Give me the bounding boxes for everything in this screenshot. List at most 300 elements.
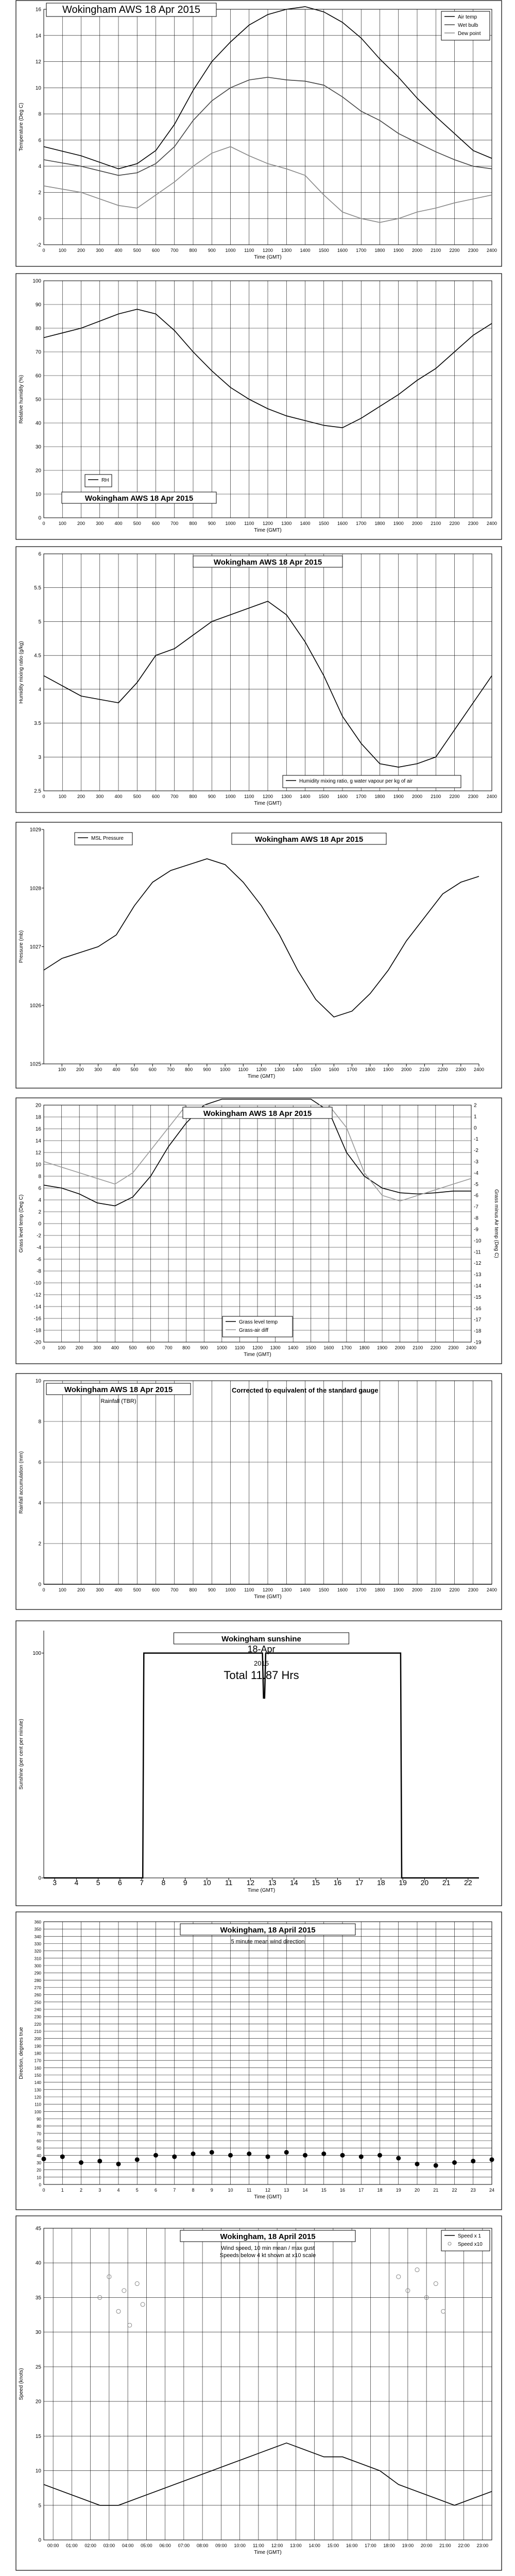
c7-xtick-label: 6	[154, 2188, 158, 2193]
c7-ytick-label: 130	[34, 2088, 41, 2093]
c0-ytick-label: 4	[38, 164, 41, 170]
c8-xtick-label: 05:00	[141, 2543, 152, 2548]
c2-xtick-label: 100	[58, 794, 66, 799]
c7-ytick-label: 120	[34, 2095, 41, 2100]
c3-xtick-label: 900	[203, 1067, 211, 1072]
c5-xtick-label: 1400	[300, 1587, 311, 1592]
c1-xtick-label: 900	[208, 521, 216, 526]
c7-xtick-label: 20	[414, 2188, 420, 2193]
c8-ytick-label: 5	[38, 2503, 41, 2509]
c5-annotation: Corrected to equivalent of the standard gauge	[232, 1386, 379, 1394]
c2-xtick-label: 2000	[411, 794, 423, 799]
c3-xtick-label: 400	[112, 1067, 121, 1072]
c0-xtick-label: 200	[77, 248, 85, 253]
c5-xtick-label: 1500	[318, 1587, 329, 1592]
c4-ytick-right-label: -15	[474, 1294, 482, 1300]
c4-xtick-label: 600	[146, 1345, 155, 1350]
c0-ytick-label: 0	[38, 216, 41, 222]
c2-xtick-label: 1000	[225, 794, 236, 799]
c2-xtick-label: 1600	[337, 794, 348, 799]
c4-ylabel-right: Grass minus Air temp (Deg C)	[493, 1189, 499, 1258]
c4-ytick-label: 2	[38, 1209, 41, 1215]
pressure-chart	[15, 822, 502, 1089]
c4-ytick-right-label: -17	[474, 1317, 482, 1323]
c7-ytick-label: 180	[34, 2051, 41, 2056]
c3-title: Wokingham AWS 18 Apr 2015	[254, 835, 364, 844]
c2-xtick-label: 2400	[486, 794, 497, 799]
c2-frame	[16, 547, 502, 812]
c1-xtick-label: 2300	[468, 521, 478, 526]
c7-ytick-label: 220	[34, 2022, 41, 2027]
c4-ytick-label: 8	[38, 1174, 41, 1180]
c1-ytick-label: 40	[35, 420, 41, 427]
c8-xtick-label: 14:00	[308, 2543, 320, 2548]
c6-xtick-label: 16	[333, 1878, 342, 1887]
c8-ytick-label: 25	[35, 2364, 41, 2370]
c4-xtick-label: 1500	[305, 1345, 316, 1350]
sunshine-chart-svg	[15, 1620, 502, 1906]
c8-xtick-label: 23:00	[476, 2543, 489, 2548]
c7-xtick-label: 1	[61, 2188, 64, 2193]
c3-xtick-label: 1400	[292, 1067, 303, 1072]
c7-ytick-label: 340	[34, 1934, 41, 1939]
c1-ytick-label: 0	[38, 515, 41, 521]
c7-ytick-label: 280	[34, 1978, 41, 1983]
c4-xtick-label: 900	[200, 1345, 208, 1350]
c7-ytick-label: 300	[34, 1963, 41, 1969]
c6-xtick-label: 8	[161, 1878, 166, 1887]
c1-xtick-label: 1000	[225, 521, 236, 526]
c3-ytick-label: 1027	[29, 944, 41, 950]
c1-ylabel: Relative humidity (%)	[19, 375, 24, 424]
c8-xtick-label: 12:00	[271, 2543, 283, 2548]
c5-ytick-label: 6	[38, 1460, 41, 1466]
c5-xtick-label: 1600	[337, 1587, 348, 1592]
c3-ylabel: Pressure (mb)	[19, 930, 24, 963]
c0-title: Wokingham AWS 18 Apr 2015	[62, 4, 200, 15]
c0-xtick-label: 1700	[356, 248, 367, 253]
c2-xtick-label: 200	[77, 794, 85, 799]
c7-xtick-label: 23	[470, 2188, 476, 2193]
c0-xtick-label: 1400	[300, 248, 311, 253]
c1-xtick-label: 1600	[337, 521, 348, 526]
c7-ytick-label: 40	[37, 2153, 41, 2158]
humidity-chart-svg	[15, 273, 502, 540]
c2-xtick-label: 600	[151, 794, 160, 799]
c2-xtick-label: 1200	[262, 794, 273, 799]
c8-frame	[16, 2216, 502, 2570]
c4-xtick-label: 1900	[377, 1345, 388, 1350]
c4-ytick-label: 0	[38, 1221, 41, 1227]
c4-xtick-label: 100	[58, 1345, 66, 1350]
c7-ytick-label: 330	[34, 1942, 41, 1946]
c0-xtick-label: 1000	[225, 248, 236, 253]
c8-title: Wokingham, 18 April 2015	[220, 2232, 316, 2241]
c8-xtick-label: 04:00	[122, 2543, 134, 2548]
c1-ytick-label: 60	[35, 373, 41, 379]
c0-xlabel: Time (GMT)	[254, 255, 282, 260]
c1-ytick-label: 50	[35, 397, 41, 403]
c8-ytick-label: 15	[35, 2433, 41, 2439]
c5-xtick-label: 2200	[449, 1587, 460, 1592]
c5-xtick-label: 1800	[374, 1587, 385, 1592]
c4-xtick-label: 2100	[413, 1345, 423, 1350]
c6-xtick-label: 6	[117, 1878, 122, 1887]
c3-xtick-label: 2400	[473, 1067, 485, 1072]
c8-xtick-label: 09:00	[215, 2543, 227, 2548]
c7-point	[79, 2161, 83, 2165]
c7-ytick-label: 230	[34, 2014, 41, 2020]
c7-xtick-label: 22	[452, 2188, 457, 2193]
c4-xtick-label: 300	[93, 1345, 101, 1350]
c4-xtick-label: 2200	[430, 1345, 441, 1350]
c7-point	[397, 2156, 401, 2160]
c4-ytick-label: -12	[33, 1292, 41, 1298]
c0-xtick-label: 400	[114, 248, 123, 253]
c8-xtick-label: 00:00	[47, 2543, 59, 2548]
c5-xtick-label: 400	[114, 1587, 123, 1592]
c4-ytick-label: -2	[37, 1233, 41, 1239]
c6-total: Total 11.87 Hrs	[224, 1669, 299, 1682]
c4-xtick-label: 700	[164, 1345, 173, 1350]
c3-legend-label: MSL Pressure	[91, 836, 124, 841]
c6-xtick-label: 10	[203, 1878, 211, 1887]
c0-ytick-label: 16	[35, 7, 41, 13]
c7-ytick-label: 20	[37, 2168, 41, 2173]
c0-legend-label: Dew point	[458, 31, 481, 37]
c4-ytick-label: 18	[35, 1114, 41, 1121]
c7-xtick-label: 19	[396, 2188, 401, 2193]
c4-ytick-label: -20	[33, 1340, 41, 1346]
c1-ytick-label: 10	[35, 492, 41, 498]
c4-ytick-label: -18	[33, 1328, 41, 1334]
c3-ytick-label: 1028	[29, 886, 41, 892]
c5-xtick-label: 300	[96, 1587, 104, 1592]
c7-point	[173, 2155, 177, 2159]
c4-xlabel: Time (GMT)	[244, 1352, 271, 1358]
c7-xtick-label: 21	[433, 2188, 439, 2193]
c3-xtick-label: 1300	[274, 1067, 285, 1072]
c0-xtick-label: 2200	[449, 248, 460, 253]
c4-ytick-right-label: -5	[474, 1181, 478, 1188]
c1-xtick-label: 700	[170, 521, 179, 526]
c7-ytick-label: 290	[34, 1971, 41, 1976]
c7-xtick-label: 7	[173, 2188, 176, 2193]
c8-xtick-label: 07:00	[178, 2543, 190, 2548]
c4-ytick-right-label: -11	[474, 1249, 481, 1256]
c6-year: 2015	[254, 1659, 269, 1667]
c3-frame	[16, 822, 502, 1088]
c5-xtick-label: 2400	[486, 1587, 497, 1592]
c4-xtick-label: 500	[129, 1345, 137, 1350]
c8-subtitle: Wind speed, 10 min mean / max gust	[221, 2245, 315, 2251]
c7-xtick-label: 0	[42, 2188, 45, 2193]
c1-legend-label: RH	[101, 478, 109, 483]
c4-ytick-right-label: -3	[474, 1159, 478, 1165]
c7-subtitle: 5 minute mean wind direction	[231, 1939, 305, 1945]
c4-ytick-right-label: -13	[474, 1272, 482, 1278]
c8-xtick-label: 08:00	[196, 2543, 209, 2548]
c0-xtick-label: 2000	[411, 248, 423, 253]
c7-ylabel: Direction, degrees true	[19, 2027, 24, 2079]
c6-xtick-label: 22	[464, 1878, 472, 1887]
c7-ytick-label: 190	[34, 2044, 41, 2049]
c7-point	[154, 2153, 158, 2157]
c2-ytick-label: 3.5	[34, 721, 41, 727]
c0-legend-label: Wet bulb	[458, 23, 478, 28]
c4-legend-label: Grass-air diff	[239, 1328, 269, 1333]
c6-xtick-label: 7	[140, 1878, 144, 1887]
c2-legend-label: Humidity mixing ratio, g water vapour per kg of air	[299, 778, 413, 784]
c7-xtick-label: 5	[135, 2188, 139, 2193]
c6-xtick-label: 13	[268, 1878, 277, 1887]
c4-ytick-label: -16	[33, 1316, 41, 1322]
c0-xtick-label: 100	[58, 248, 66, 253]
c6-title: Wokingham sunshine	[221, 1635, 301, 1643]
c2-xtick-label: 0	[42, 794, 45, 799]
c0-xtick-label: 1500	[318, 248, 329, 253]
c4-xtick-label: 800	[182, 1345, 191, 1350]
c7-xtick-label: 2	[79, 2188, 83, 2193]
c4-ytick-right-label: -18	[474, 1328, 482, 1334]
c7-ytick-label: 350	[34, 1927, 41, 1932]
c7-point	[98, 2159, 102, 2163]
c7-xtick-label: 16	[339, 2188, 346, 2193]
c1-xtick-label: 500	[133, 521, 141, 526]
c8-ytick-label: 30	[35, 2330, 41, 2336]
c8-xtick-label: 19:00	[402, 2543, 414, 2548]
c0-xtick-label: 700	[170, 248, 179, 253]
c7-xtick-label: 14	[302, 2188, 308, 2193]
c0-xtick-label: 1100	[244, 248, 254, 253]
c4-xtick-label: 1400	[288, 1345, 299, 1350]
wind-direction-chart	[15, 1911, 502, 2210]
c2-xtick-label: 900	[208, 794, 216, 799]
c2-ytick-label: 4.5	[34, 653, 41, 659]
wind-speed-chart-svg	[15, 2215, 502, 2571]
c1-xtick-label: 1900	[393, 521, 404, 526]
c5-subtitle: Rainfall (TBR)	[100, 1398, 136, 1404]
c7-ytick-label: 210	[34, 2029, 41, 2034]
c7-xtick-label: 13	[284, 2188, 289, 2193]
c1-xtick-label: 1400	[300, 521, 311, 526]
c7-point	[60, 2155, 64, 2159]
c7-point	[471, 2159, 475, 2163]
c2-xtick-label: 1500	[318, 794, 329, 799]
c1-xtick-label: 300	[96, 521, 104, 526]
c1-xtick-label: 2000	[411, 521, 423, 526]
c7-point	[322, 2152, 326, 2156]
c1-xtick-label: 1300	[281, 521, 292, 526]
c0-xtick-label: 800	[189, 248, 197, 253]
c8-xtick-label: 15:00	[327, 2543, 339, 2548]
c3-xtick-label: 1200	[256, 1067, 267, 1072]
c7-xtick-label: 11	[247, 2188, 252, 2193]
c5-xtick-label: 600	[151, 1587, 160, 1592]
c1-ytick-label: 80	[35, 326, 41, 332]
c8-xtick-label: 02:00	[84, 2543, 96, 2548]
c7-xtick-label: 10	[228, 2188, 233, 2193]
c3-xtick-label: 2200	[437, 1067, 448, 1072]
c5-ytick-label: 10	[35, 1378, 41, 1384]
c8-ytick-label: 35	[35, 2295, 41, 2301]
c8-xtick-label: 16:00	[346, 2543, 358, 2548]
c1-xtick-label: 1200	[262, 521, 273, 526]
c7-point	[210, 2150, 214, 2155]
c0-ytick-label: 2	[38, 190, 41, 196]
c3-xtick-label: 800	[185, 1067, 193, 1072]
c2-xtick-label: 800	[189, 794, 197, 799]
c6-xtick-label: 19	[399, 1878, 407, 1887]
c2-xtick-label: 1900	[393, 794, 404, 799]
c7-frame	[16, 1912, 502, 2210]
c7-ytick-label: 150	[34, 2073, 41, 2078]
c3-xtick-label: 100	[58, 1067, 66, 1072]
c3-xtick-label: 2300	[455, 1067, 466, 1072]
c5-ytick-label: 4	[38, 1500, 41, 1506]
c7-ytick-label: 270	[34, 1986, 41, 1990]
wind-direction-chart-svg	[15, 1911, 502, 2210]
c7-point	[266, 2155, 270, 2159]
c6-xlabel: Time (GMT)	[247, 1888, 276, 1893]
temperature-chart-svg	[15, 0, 502, 267]
c4-ytick-label: -6	[37, 1257, 41, 1263]
c0-xtick-label: 2100	[431, 248, 441, 253]
c3-xtick-label: 2100	[419, 1067, 430, 1072]
c7-ytick-label: 30	[37, 2161, 41, 2165]
c7-ytick-label: 110	[35, 2102, 41, 2107]
c4-ytick-label: 14	[35, 1138, 41, 1144]
c5-xtick-label: 1100	[244, 1587, 254, 1592]
c1-xtick-label: 600	[151, 521, 160, 526]
c1-xtick-label: 100	[58, 521, 66, 526]
sunshine-chart	[15, 1620, 502, 1906]
c4-ytick-label: 4	[38, 1197, 41, 1204]
c5-xtick-label: 800	[189, 1587, 197, 1592]
c7-point	[453, 2161, 457, 2165]
c4-ytick-right-label: 0	[474, 1125, 477, 1131]
c4-ytick-right-label: -16	[474, 1306, 482, 1312]
c2-xtick-label: 1700	[356, 794, 367, 799]
c7-ytick-label: 90	[37, 2117, 41, 2122]
c0-xtick-label: 2300	[468, 248, 478, 253]
c7-point	[42, 2157, 46, 2161]
c7-xtick-label: 24	[489, 2188, 495, 2193]
c7-ytick-label: 140	[34, 2080, 41, 2086]
c6-xtick-label: 15	[312, 1878, 320, 1887]
c8-xtick-label: 11:00	[252, 2543, 264, 2548]
c1-xtick-label: 2200	[449, 521, 460, 526]
c5-ylabel: Rainfall accumulation (mm)	[19, 1451, 24, 1514]
c3-xtick-label: 1600	[329, 1067, 339, 1072]
c7-xtick-label: 8	[192, 2188, 195, 2193]
c2-xlabel: Time (GMT)	[254, 801, 282, 806]
c8-legend-label: Speed x 1	[458, 2233, 482, 2239]
c3-xtick-label: 700	[166, 1067, 175, 1072]
c7-point	[116, 2162, 121, 2166]
c8-xtick-label: 17:00	[365, 2543, 376, 2548]
c2-ytick-label: 5	[38, 619, 41, 625]
c7-xlabel: Time (GMT)	[254, 2194, 282, 2200]
c0-legend-label: Air temp	[458, 14, 477, 20]
c3-xtick-label: 1700	[347, 1067, 357, 1072]
c0-ytick-label: 10	[35, 85, 41, 91]
c4-xtick-label: 1200	[252, 1345, 263, 1350]
c7-ytick-label: 70	[37, 2131, 41, 2137]
c5-xtick-label: 700	[170, 1587, 179, 1592]
pressure-chart-svg	[15, 822, 502, 1089]
c4-ytick-right-label: -9	[474, 1227, 478, 1233]
c6-xtick-label: 9	[183, 1878, 187, 1887]
c4-ytick-right-label: -7	[474, 1204, 478, 1210]
c5-title: Wokingham AWS 18 Apr 2015	[64, 1385, 173, 1394]
c4-ytick-label: -14	[33, 1304, 41, 1310]
c4-ytick-right-label: 2	[474, 1103, 477, 1109]
c2-ytick-label: 4	[38, 687, 41, 693]
c6-xtick-label: 5	[96, 1878, 100, 1887]
c7-ytick-label: 360	[34, 1920, 41, 1925]
c6-xtick-label: 4	[74, 1878, 79, 1887]
c7-ytick-label: 320	[34, 1949, 41, 1954]
c7-ytick-label: 100	[34, 2109, 41, 2114]
c4-ytick-right-label: -14	[474, 1283, 482, 1289]
c7-xtick-label: 3	[98, 2188, 101, 2193]
c5-ytick-label: 0	[38, 1582, 41, 1588]
c4-xtick-label: 1100	[234, 1345, 245, 1350]
c1-ytick-label: 30	[35, 444, 41, 450]
c4-xtick-label: 200	[75, 1345, 83, 1350]
c3-xtick-label: 1100	[238, 1067, 248, 1072]
c4-ytick-right-label: -6	[474, 1193, 478, 1199]
c8-xtick-label: 10:00	[234, 2543, 246, 2548]
c8-xtick-label: 18:00	[383, 2543, 395, 2548]
c4-ytick-right-label: -2	[474, 1148, 478, 1154]
c3-xtick-label: 300	[94, 1067, 102, 1072]
c7-xtick-label: 17	[358, 2188, 364, 2193]
c5-xtick-label: 2100	[431, 1587, 441, 1592]
c1-xtick-label: 1500	[318, 521, 329, 526]
c7-ytick-label: 240	[34, 2007, 41, 2012]
c4-legend-label: Grass level temp	[239, 1319, 278, 1325]
c5-xtick-label: 100	[58, 1587, 66, 1592]
rainfall-chart-svg	[15, 1373, 502, 1610]
c7-point	[490, 2158, 494, 2162]
c2-xtick-label: 1800	[374, 794, 385, 799]
c7-point	[229, 2153, 233, 2157]
c8-ytick-label: 40	[35, 2260, 41, 2266]
c3-xtick-label: 1900	[383, 1067, 393, 1072]
c4-ytick-right-label: -1	[474, 1137, 478, 1143]
c1-xtick-label: 1100	[244, 521, 254, 526]
c4-ylabel: Grass level temp (Deg C)	[19, 1194, 24, 1253]
c1-xtick-label: 2400	[486, 521, 497, 526]
c0-ytick-label: 12	[35, 59, 41, 65]
c7-ytick-label: 250	[34, 2000, 41, 2005]
c7-xtick-label: 15	[321, 2188, 327, 2193]
c5-xtick-label: 900	[208, 1587, 216, 1592]
c7-ytick-label: 310	[34, 1956, 41, 1961]
c3-ytick-label: 1025	[29, 1061, 41, 1067]
c1-xtick-label: 200	[77, 521, 85, 526]
c1-xtick-label: 1700	[356, 521, 367, 526]
c8-subtitle2: Speeds below 4 kt shown at x10 scale	[219, 2252, 316, 2259]
c1-xlabel: Time (GMT)	[254, 528, 282, 533]
c4-ytick-label: 20	[35, 1103, 41, 1109]
grass-temp-chart-svg	[15, 1097, 502, 1364]
c4-ytick-label: 12	[35, 1150, 41, 1156]
c6-ytick-label: 0	[38, 1875, 41, 1882]
c0-xtick-label: 1800	[374, 248, 385, 253]
